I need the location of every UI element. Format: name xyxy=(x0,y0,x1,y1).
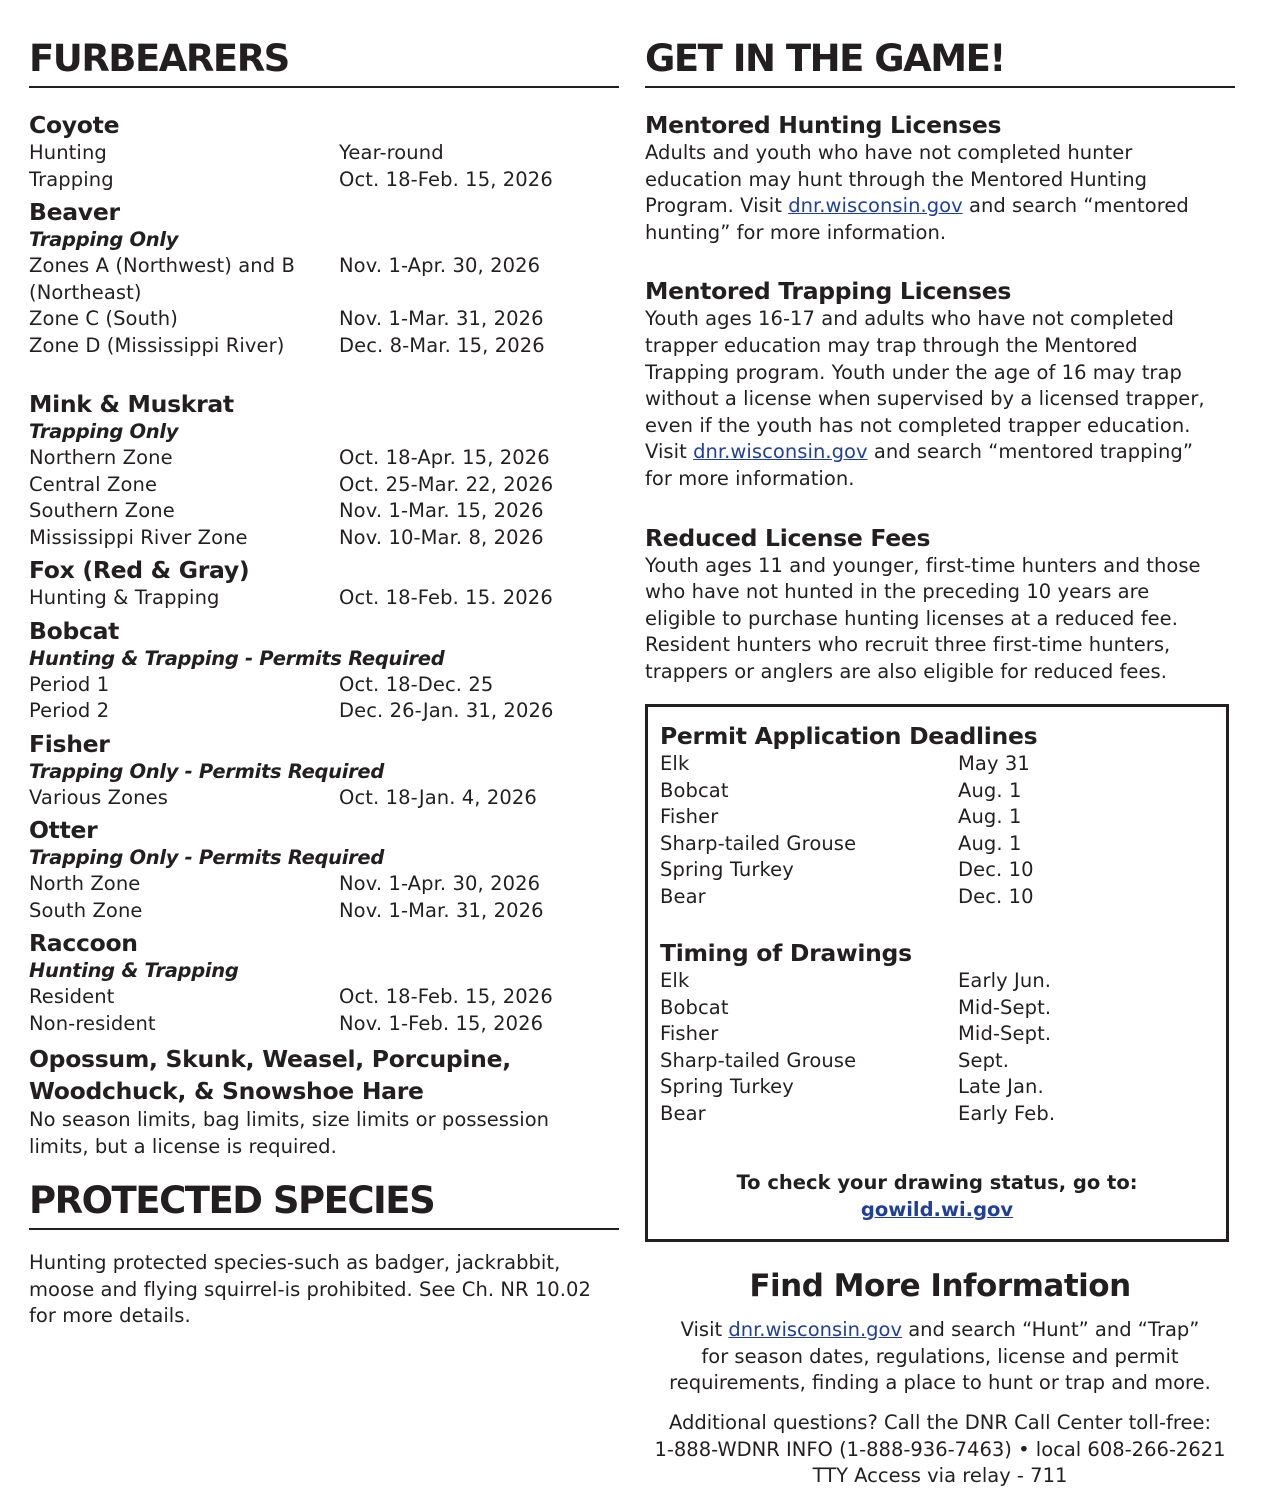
season-label: Mississippi River Zone xyxy=(29,525,248,549)
mentored-hunting-line3-pre: Program. Visit xyxy=(645,194,789,218)
drawing-date: Mid-Sept. xyxy=(958,1022,1052,1045)
season-row xyxy=(29,472,619,499)
species-method-note: Trapping Only - Permits Required xyxy=(29,759,385,783)
drawing-date: Sept. xyxy=(958,1048,1010,1072)
season-dates: Nov. 1-Apr. 30, 2026 xyxy=(339,254,541,277)
mentored-trapping-line1: Youth ages 16-17 and adults who have not completed xyxy=(645,307,1174,331)
drawing-row xyxy=(660,968,1214,995)
mentored-trapping-line7: for more information. xyxy=(645,466,855,490)
drawing-row xyxy=(660,1074,1214,1101)
drawing-row xyxy=(660,1021,1214,1048)
deadline-row xyxy=(660,884,1214,911)
drawing-date: Late Jan. xyxy=(958,1075,1044,1098)
species-name: Coyote xyxy=(29,111,120,139)
season-label: Zones A (Northwest) and B xyxy=(29,254,296,277)
misc-species-title-line2: Woodchuck, & Snowshoe Hare xyxy=(29,1077,424,1105)
deadlines-list xyxy=(660,751,1214,910)
drawing-date: Early Feb. xyxy=(958,1101,1056,1125)
deadline-species: Spring Turkey xyxy=(660,858,794,881)
season-dates xyxy=(339,280,619,307)
contact-line2: 1-888-WDNR INFO (1-888-936-7463) • local 608-266-2621 xyxy=(654,1437,1226,1461)
species-name: Beaver xyxy=(29,198,120,226)
species-block xyxy=(29,928,619,1037)
season-dates: Oct. 18-Feb. 15, 2026 xyxy=(339,167,553,191)
contact-line1: Additional questions? Call the DNR Call Center toll-free: xyxy=(668,1411,1212,1434)
find-more-line1-pre: Visit xyxy=(680,1318,729,1341)
deadline-species: Elk xyxy=(660,752,690,775)
species-name: Mink & Muskrat xyxy=(29,390,234,418)
misc-species xyxy=(29,1043,619,1160)
species-list xyxy=(29,110,619,1037)
deadline-species: Bobcat xyxy=(660,778,729,802)
mentored-trapping-section xyxy=(645,276,1235,492)
drawing-species: Spring Turkey xyxy=(660,1075,794,1098)
deadline-date: May 31 xyxy=(958,752,1030,775)
mentored-trapping-line6 xyxy=(645,439,1235,466)
season-label: North Zone xyxy=(29,872,141,895)
season-dates: Oct. 18-Apr. 15, 2026 xyxy=(339,446,550,469)
drawing-date: Mid-Sept. xyxy=(958,995,1052,1019)
dnr-link[interactable]: dnr.wisconsin.gov xyxy=(728,1318,903,1341)
species-block xyxy=(29,729,619,812)
reduced-fees-section xyxy=(645,523,1235,686)
drawings-title: Timing of Drawings xyxy=(660,939,912,967)
season-row xyxy=(29,1011,619,1038)
season-row xyxy=(29,871,619,898)
species-method-note: Trapping Only xyxy=(29,420,179,443)
season-row xyxy=(29,498,619,525)
species-name: Bobcat xyxy=(29,616,120,645)
drawing-species: Fisher xyxy=(660,1022,719,1045)
deadline-date: Aug. 1 xyxy=(958,831,1022,855)
season-label: Period 2 xyxy=(29,699,110,722)
drawing-species: Sharp-tailed Grouse xyxy=(660,1048,857,1072)
protected-line3: for more details. xyxy=(29,1304,191,1328)
species-block xyxy=(29,110,619,193)
species-name: Fox (Red & Gray) xyxy=(29,556,250,584)
drawing-date: Early Jun. xyxy=(958,969,1052,992)
drawing-status-text: To check your drawing status, go to: xyxy=(736,1171,1138,1194)
mentored-trapping-line5: even if the youth has not completed trapper education. xyxy=(645,413,1191,437)
season-dates: Nov. 1-Mar. 15, 2026 xyxy=(339,499,544,522)
drawing-row xyxy=(660,1101,1214,1128)
season-dates: Dec. 8-Mar. 15, 2026 xyxy=(339,333,545,357)
season-row xyxy=(29,525,619,552)
reduced-fees-line1: Youth ages 11 and younger, first-time hunters and those xyxy=(645,553,1201,577)
find-more-line1 xyxy=(645,1317,1235,1344)
protected-species-text xyxy=(29,1250,619,1330)
reduced-fees-title: Reduced License Fees xyxy=(645,523,931,552)
mentored-hunting-line1: Adults and youth who have not completed hunter xyxy=(645,141,1133,164)
protected-species-heading: PROTECTED SPECIES xyxy=(29,1178,619,1230)
season-label: South Zone xyxy=(29,898,143,922)
drawing-species: Bear xyxy=(660,1101,706,1125)
season-row xyxy=(29,984,619,1011)
mentored-hunting-line2: education may hunt through the Mentored Hunting xyxy=(645,167,1148,191)
deadline-date: Dec. 10 xyxy=(958,884,1034,908)
season-label: Non-resident xyxy=(29,1011,156,1035)
right-column xyxy=(645,0,1235,686)
species-method-note: Trapping Only xyxy=(29,228,179,251)
reduced-fees-line4: Resident hunters who recruit three first-time hunters, xyxy=(645,633,1171,657)
season-label: Hunting xyxy=(29,141,107,164)
season-label: Resident xyxy=(29,985,115,1008)
reduced-fees-line2: who have not hunted in the preceding 10 years are xyxy=(645,580,1150,604)
season-label: Northern Zone xyxy=(29,446,173,469)
dnr-link[interactable]: dnr.wisconsin.gov xyxy=(693,440,868,464)
season-dates: Nov. 10-Mar. 8, 2026 xyxy=(339,525,544,549)
season-row xyxy=(29,698,619,725)
deadline-date: Aug. 1 xyxy=(958,778,1022,802)
mentored-hunting-line3 xyxy=(645,193,1235,220)
species-name: Fisher xyxy=(29,729,110,758)
left-column xyxy=(29,0,619,1330)
deadline-row xyxy=(660,751,1214,778)
find-more-line1-post: and search “Hunt” and “Trap” xyxy=(902,1318,1200,1341)
contact-info xyxy=(645,1410,1235,1490)
species-block xyxy=(29,197,619,359)
misc-species-text-line1: No season limits, bag limits, size limits or possession xyxy=(29,1108,550,1131)
season-label: Central Zone xyxy=(29,472,158,496)
species-method-note: Hunting & Trapping - Permits Required xyxy=(29,646,445,670)
season-dates: Nov. 1-Mar. 31, 2026 xyxy=(339,898,544,922)
season-dates: Nov. 1-Mar. 31, 2026 xyxy=(339,307,544,330)
mentored-hunting-line3-post: and search “mentored xyxy=(962,194,1189,218)
species-block xyxy=(29,815,619,924)
find-more-line2: for season dates, regulations, license and permit xyxy=(701,1344,1179,1368)
species-block xyxy=(29,389,619,551)
season-row xyxy=(29,898,619,925)
season-label: Zone D (Mississippi River) xyxy=(29,333,285,357)
season-dates: Nov. 1-Feb. 15, 2026 xyxy=(339,1011,544,1035)
drawing-row xyxy=(660,995,1214,1022)
drawing-status-note xyxy=(648,1169,1226,1223)
season-dates: Dec. 26-Jan. 31, 2026 xyxy=(339,699,554,722)
season-label: Trapping xyxy=(29,167,114,191)
season-label: Period 1 xyxy=(29,672,110,696)
drawing-species: Bobcat xyxy=(660,995,729,1019)
season-dates: Oct. 18-Feb. 15. 2026 xyxy=(339,586,553,609)
season-dates: Oct. 18-Dec. 25 xyxy=(339,672,494,696)
permit-info-box xyxy=(645,704,1229,1242)
season-label: (Northeast) xyxy=(29,280,142,304)
season-dates: Oct. 18-Jan. 4, 2026 xyxy=(339,785,537,809)
season-row xyxy=(29,785,619,812)
drawing-species: Elk xyxy=(660,969,690,992)
season-dates: Oct. 25-Mar. 22, 2026 xyxy=(339,472,554,496)
misc-species-text-line2: limits, but a license is required. xyxy=(29,1134,337,1158)
mentored-trapping-line4: without a license when supervised by a licensed trapper, xyxy=(645,387,1205,411)
species-method-note: Hunting & Trapping xyxy=(29,959,239,982)
season-dates: Year-round xyxy=(339,141,444,164)
season-row xyxy=(29,280,619,307)
deadline-species: Sharp-tailed Grouse xyxy=(660,831,857,855)
furbearers-heading: FURBEARERS xyxy=(29,36,619,88)
deadlines-title: Permit Application Deadlines xyxy=(660,722,1038,750)
species-name: Otter xyxy=(29,816,98,844)
season-label: Various Zones xyxy=(29,785,168,809)
find-more-heading: Find More Information xyxy=(749,1268,1131,1304)
season-row xyxy=(29,253,619,280)
mentored-trapping-title: Mentored Trapping Licenses xyxy=(645,277,1012,306)
species-block xyxy=(29,555,619,612)
deadline-species: Bear xyxy=(660,884,706,908)
season-label: Zone C (South) xyxy=(29,307,178,330)
find-more-text xyxy=(645,1317,1235,1397)
mentored-hunting-title: Mentored Hunting Licenses xyxy=(645,111,1002,139)
protected-line1: Hunting protected species-such as badger, jackrabbit, xyxy=(29,1251,561,1275)
mentored-trapping-line3: Trapping program. Youth under the age of 16 may trap xyxy=(645,360,1182,384)
season-label: Hunting & Trapping xyxy=(29,586,220,609)
season-row xyxy=(29,140,619,167)
season-row xyxy=(29,445,619,472)
contact-line3: TTY Access via relay - 711 xyxy=(812,1464,1068,1487)
game-heading: GET IN THE GAME! xyxy=(645,36,1235,88)
protected-line2: moose and flying squirrel-is prohibited. See Ch. NR 10.02 xyxy=(29,1277,591,1301)
drawing-row xyxy=(660,1048,1214,1075)
mentored-trapping-line6-pre: Visit xyxy=(645,440,694,464)
species-name: Raccoon xyxy=(29,929,138,957)
deadline-row xyxy=(660,857,1214,884)
season-row xyxy=(29,306,619,333)
deadline-date: Aug. 1 xyxy=(958,805,1022,828)
mentored-hunting-line4: hunting” for more information. xyxy=(645,220,947,244)
deadline-row xyxy=(660,778,1214,805)
dnr-link[interactable]: dnr.wisconsin.gov xyxy=(788,194,963,218)
gowild-link[interactable]: gowild.wi.gov xyxy=(860,1198,1014,1221)
species-block xyxy=(29,616,619,725)
season-row xyxy=(29,672,619,699)
deadline-row xyxy=(660,831,1214,858)
mentored-hunting-section xyxy=(645,110,1235,246)
misc-species-title-line1: Opossum, Skunk, Weasel, Porcupine, xyxy=(29,1045,511,1073)
deadline-species: Fisher xyxy=(660,805,719,828)
reduced-fees-line3: eligible to purchase hunting licenses at a reduced fee. xyxy=(645,606,1178,630)
season-row xyxy=(29,167,619,194)
deadline-row xyxy=(660,804,1214,831)
season-row xyxy=(29,333,619,360)
find-more-line3: requirements, finding a place to hunt or trap and more. xyxy=(669,1371,1211,1394)
season-row xyxy=(29,585,619,612)
season-label: Southern Zone xyxy=(29,499,175,522)
drawings-list xyxy=(660,968,1214,1127)
season-dates: Oct. 18-Feb. 15, 2026 xyxy=(339,985,553,1008)
reduced-fees-line5: trappers or anglers are also eligible for reduced fees. xyxy=(645,659,1167,683)
mentored-trapping-line6-post: and search “mentored trapping” xyxy=(867,440,1194,464)
season-dates: Nov. 1-Apr. 30, 2026 xyxy=(339,872,541,895)
species-method-note: Trapping Only - Permits Required xyxy=(29,846,385,869)
deadline-date: Dec. 10 xyxy=(958,858,1034,881)
mentored-trapping-line2: trapper education may trap through the Mentored xyxy=(645,333,1138,357)
